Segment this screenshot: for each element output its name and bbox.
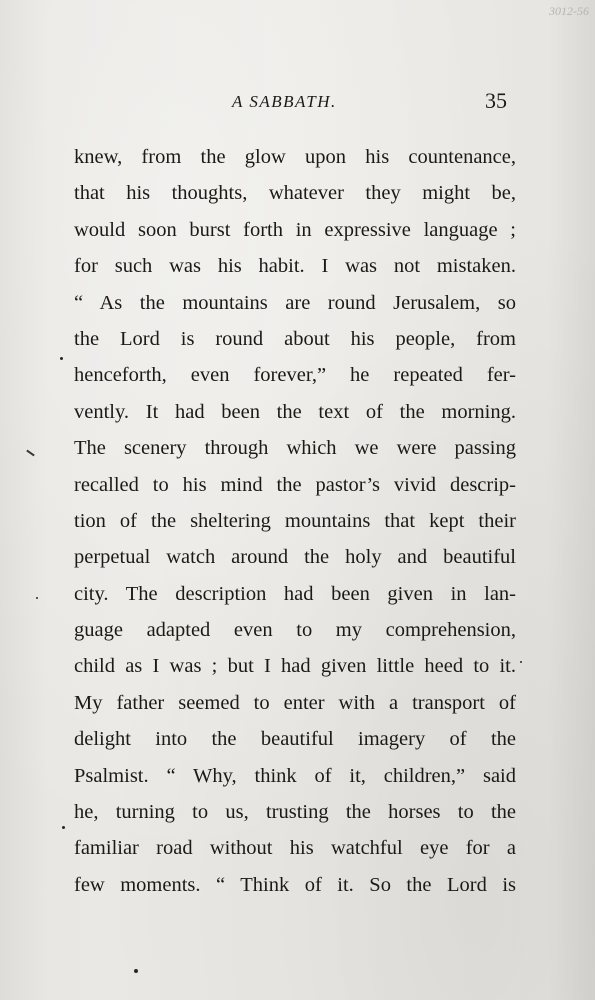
text-line: for such was his habit. I was not mistaken. xyxy=(74,255,516,278)
paper-speck xyxy=(60,357,63,360)
running-title: A SABBATH. xyxy=(232,92,337,111)
text-line: guage adapted even to my comprehension, xyxy=(74,619,516,642)
text-line: that his thoughts, whatever they might be, xyxy=(74,182,516,205)
text-line: knew, from the glow upon his countenance, xyxy=(74,146,516,168)
text-line: perpetual watch around the holy and beautiful xyxy=(74,546,516,569)
text-line: the Lord is round about his people, from xyxy=(74,327,516,350)
margin-mark xyxy=(26,450,35,457)
page-number: 35 xyxy=(485,88,507,113)
text-line: My father seemed to enter with a transport of xyxy=(74,691,516,714)
body-text xyxy=(74,139,516,903)
text-line: recalled to his mind the pastor’s vivid descrip- xyxy=(74,473,516,496)
text-line: henceforth, even forever,” he repeated fer- xyxy=(74,364,516,387)
text-line: delight into the beautiful imagery of the xyxy=(74,728,516,751)
text-line: Psalmist. “ Why, think of it, children,” said xyxy=(74,764,516,787)
paper-speck xyxy=(36,597,38,599)
text-line: familiar road without his watchful eye for a xyxy=(74,837,516,860)
text-line: would soon burst forth in expressive language ; xyxy=(74,218,516,241)
running-head xyxy=(0,88,595,118)
text-line: few moments. “ Think of it. So the Lord is xyxy=(74,873,516,896)
text-line: tion of the sheltering mountains that kept their xyxy=(74,509,516,532)
text-line: vently. It had been the text of the morning. xyxy=(74,400,516,423)
text-line: child as I was ; but I had given little heed to it. xyxy=(74,655,516,678)
paper-speck xyxy=(520,661,522,663)
text-line: city. The description had been given in lan- xyxy=(74,582,516,605)
paper-speck xyxy=(62,826,65,829)
corner-pencil-note: 3012-56 xyxy=(549,4,589,18)
text-line: he, turning to us, trusting the horses to the xyxy=(74,801,516,824)
text-line: “ As the mountains are round Jerusalem, so xyxy=(74,291,516,314)
text-line: The scenery through which we were passing xyxy=(74,437,516,460)
paper-speck xyxy=(134,969,138,973)
